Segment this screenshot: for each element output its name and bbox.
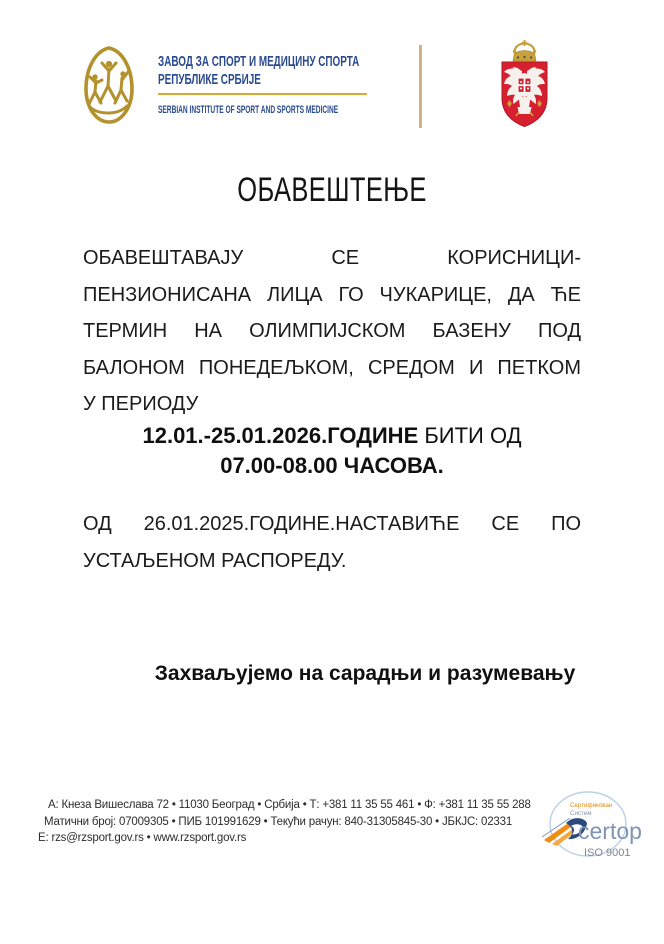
iso-9001-text: ISO 9001 — [584, 847, 631, 859]
organization-name-block — [158, 53, 373, 117]
schedule-time-line: 07.00-08.00 ЧАСОВА. — [220, 453, 444, 478]
certop-cert-label-line2: Систем — [570, 810, 592, 817]
vertical-divider-line — [419, 45, 422, 128]
schedule-block — [83, 421, 581, 481]
paragraph-line: ТЕРМИН НА ОЛИМПИЈСКОМ БАЗЕНУ ПОД — [83, 320, 581, 342]
certop-cert-label-line1: Сертификован — [570, 802, 613, 809]
gold-divider-line — [158, 93, 367, 95]
paragraph-line: БАЛОНОМ ПОНЕДЕЉКОМ, СРЕДОМ И ПЕТКОМ — [83, 356, 581, 379]
letter-footer — [36, 797, 566, 847]
schedule-period-line — [83, 421, 581, 451]
paragraph-line: ПЕНЗИОНИСАНА ЛИЦА ГО ЧУКАРИЦЕ, ДА ЋЕ — [83, 283, 581, 306]
certop-certification-icon — [540, 790, 654, 870]
org-name-serbian-line2: РЕПУБЛИКЕ СРБИЈЕ — [158, 71, 261, 88]
notice-paragraph-1 — [83, 240, 581, 423]
paragraph-line: ОБАВЕШТАВАЈУ СЕ КОРИСНИЦИ- — [83, 247, 581, 269]
paragraph-line: УСТАЉЕНОМ РАСПОРЕДУ. — [83, 549, 347, 572]
org-name-serbian-line1: ЗАВОД ЗА СПОРТ И МЕДИЦИНУ СПОРТА — [158, 53, 360, 70]
notice-paragraph-2 — [83, 506, 581, 579]
serbia-coat-of-arms-icon — [497, 40, 552, 128]
schedule-period-dates: 12.01.-25.01.2026.ГОДИНЕ — [142, 423, 419, 448]
certop-brand-text: certop — [578, 818, 642, 844]
footer-address-line: А: Кнеза Вишеслава 72 • 11030 Београд • Србија • Т: +381 11 35 55 461 • Ф: +381 11 35 55 288 — [48, 799, 531, 811]
closing-thanks-line: Захваљујемо на сарадњи и разумевању — [154, 662, 576, 685]
footer-registry-line: Матични број: 07009305 • ПИБ 101991629 • Текући рачун: 840-31305845-30 • ЈБКЈС: 02331 — [44, 815, 513, 828]
footer-contact-line: Е: rzs@rzsport.gov.rs • www.rzsport.gov.rs — [38, 832, 247, 844]
schedule-period-suffix: БИТИ ОД — [418, 423, 522, 448]
notice-title: ОБАВЕШТЕЊЕ — [237, 171, 427, 209]
paragraph-line: ОД 26.01.2025.ГОДИНЕ.НАСТАВИЋЕ СЕ ПО — [83, 513, 581, 535]
paragraph-line: У ПЕРИОДУ — [83, 393, 199, 415]
org-name-english: SERBIAN INSTITUTE OF SPORT AND SPORTS MEDICINE — [158, 104, 339, 116]
institute-logo-icon — [80, 44, 138, 126]
